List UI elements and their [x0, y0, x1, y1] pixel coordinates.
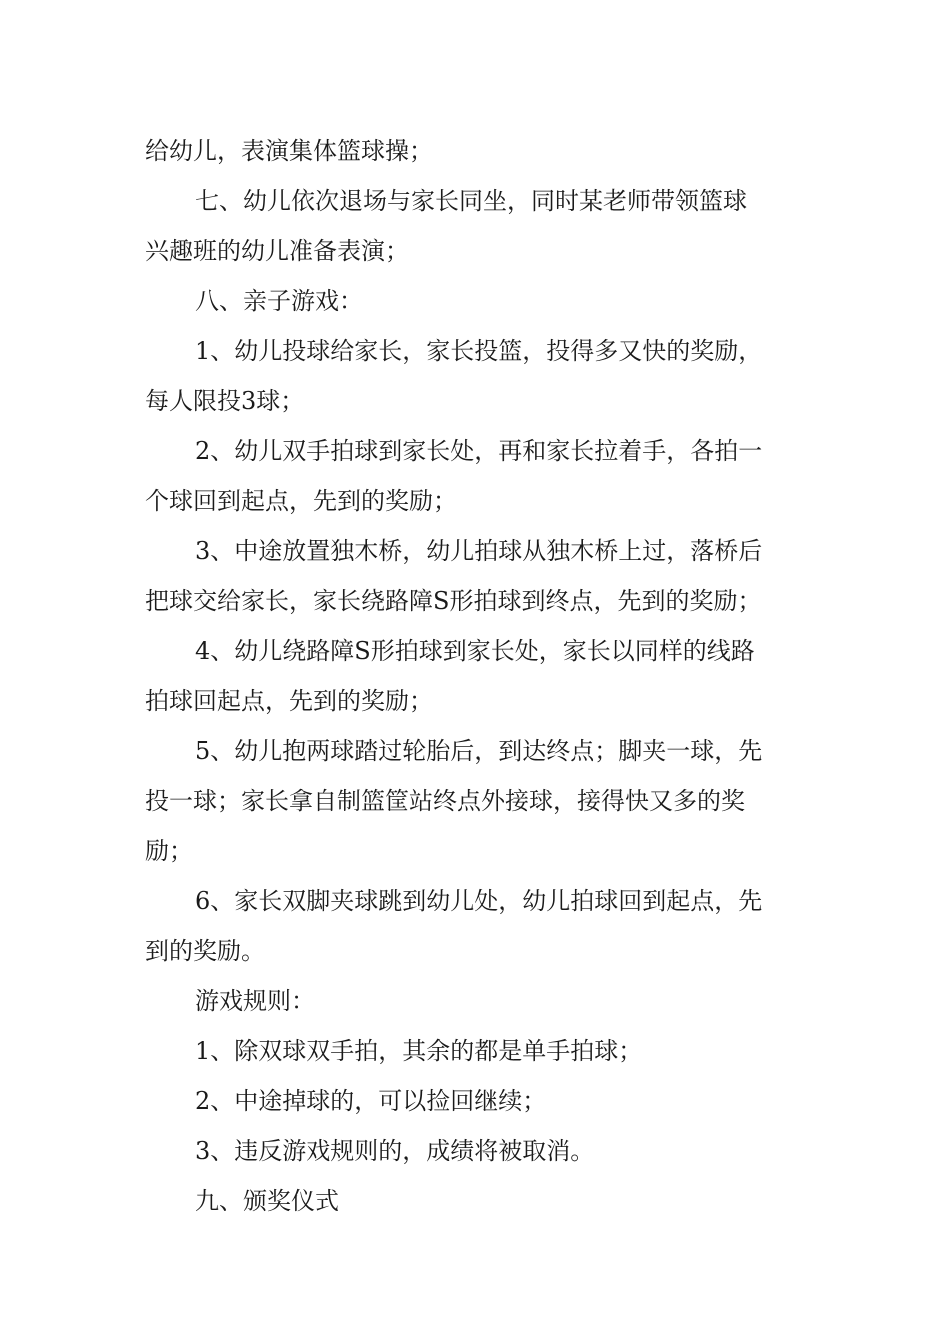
text-line: 1、幼儿投球给家长，家长投篮，投得多又快的奖励，: [195, 337, 763, 365]
text-line: 6、家长双脚夹球跳到幼儿处，幼儿拍球回到起点，先: [195, 887, 763, 915]
document-body: [145, 126, 810, 1226]
text-line: 投一球；家长拿自制篮筐站终点外接球，接得快又多的奖: [145, 787, 745, 815]
text-line: 给幼儿，表演集体篮球操；: [145, 137, 433, 165]
section-heading: 游戏规则：: [195, 987, 315, 1015]
text-line: 七、幼儿依次退场与家长同坐，同时某老师带领篮球: [195, 187, 747, 215]
text-line: 2、中途掉球的，可以捡回继续；: [195, 1087, 547, 1115]
text-line: 2、幼儿双手拍球到家长处，再和家长拉着手，各拍一: [195, 437, 763, 465]
section-heading: 八、亲子游戏：: [195, 287, 363, 315]
text-line: 3、中途放置独木桥，幼儿拍球从独木桥上过，落桥后: [195, 537, 763, 565]
section-heading: 九、颁奖仪式: [195, 1187, 339, 1215]
text-line: 个球回到起点，先到的奖励；: [145, 487, 457, 515]
text-line: 每人限投3球；: [145, 387, 305, 415]
text-line: 5、幼儿抱两球踏过轮胎后，到达终点；脚夹一球，先: [195, 737, 763, 765]
text-line: 到的奖励。: [145, 937, 265, 965]
text-line: 励；: [145, 837, 193, 865]
text-line: 1、除双球双手拍，其余的都是单手拍球；: [195, 1037, 643, 1065]
text-line: 把球交给家长，家长绕路障S形拍球到终点，先到的奖励；: [145, 587, 762, 615]
text-line: 拍球回起点，先到的奖励；: [145, 687, 433, 715]
text-line: 3、违反游戏规则的，成绩将被取消。: [195, 1137, 595, 1165]
text-line: 兴趣班的幼儿准备表演；: [145, 237, 409, 265]
text-line: 4、幼儿绕路障S形拍球到家长处，家长以同样的线路: [195, 637, 755, 665]
